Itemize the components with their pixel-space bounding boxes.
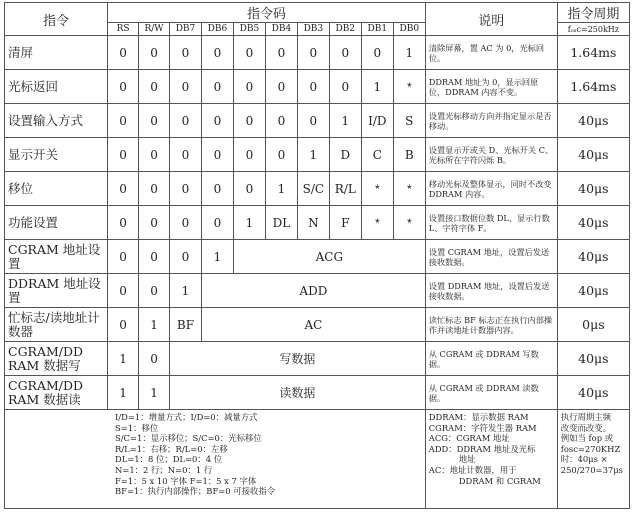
legend-line: F=1：5 x 10 字体 F=1：5 x 7 字体 bbox=[115, 475, 257, 486]
code-bit: 0 bbox=[233, 138, 265, 172]
code-bit: 0 bbox=[170, 36, 202, 70]
code-bit: 0 bbox=[108, 36, 139, 70]
code-bit: 1 bbox=[139, 376, 170, 410]
period-note-line: 执行周期主频 bbox=[560, 412, 612, 422]
instruction-period: 1.64ms bbox=[557, 70, 629, 104]
code-bit: 0 bbox=[297, 70, 329, 104]
header-description: 说明 bbox=[425, 3, 557, 36]
footer-row bbox=[5, 410, 630, 509]
period-note-line: 250/270=37μs bbox=[560, 464, 623, 475]
code-column-header: DB6 bbox=[201, 23, 233, 36]
code-bit: 0 bbox=[329, 36, 361, 70]
code-bit: * bbox=[393, 70, 425, 104]
code-bit: 1 bbox=[297, 138, 329, 172]
code-bit: 0 bbox=[201, 70, 233, 104]
instruction-name: CGRAM 地址设置 bbox=[5, 240, 108, 274]
code-bit: 0 bbox=[170, 138, 202, 172]
instruction-row bbox=[5, 36, 630, 70]
code-bit: 1 bbox=[108, 376, 139, 410]
abbreviation-line: ADD：DDRAM 地址及光标 bbox=[428, 443, 536, 454]
code-bit: BF bbox=[170, 308, 202, 342]
legend-line: DL=1：8 位；DL=0：4 位 bbox=[115, 454, 223, 465]
header-instruction: 指令 bbox=[5, 3, 108, 36]
legend-line: BF=1：执行内部操作；BF=0 可接收指令 bbox=[115, 486, 276, 497]
code-bit: * bbox=[361, 172, 393, 206]
code-bit: N bbox=[297, 206, 329, 240]
instruction-period: 0μs bbox=[557, 308, 629, 342]
code-bit: 0 bbox=[265, 70, 297, 104]
code-bit: 0 bbox=[329, 70, 361, 104]
instruction-name: DDRAM 地址设置 bbox=[5, 274, 108, 308]
code-bit: 0 bbox=[139, 104, 170, 138]
instruction-name: 忙标志/读地址计数器 bbox=[5, 308, 108, 342]
instruction-description: 从 CGRAM 或 DDRAM 读数据。 bbox=[425, 376, 557, 410]
code-bit: 0 bbox=[108, 240, 139, 274]
code-column-header: DB5 bbox=[233, 23, 265, 36]
code-bit: 0 bbox=[265, 138, 297, 172]
code-bit: * bbox=[393, 172, 425, 206]
code-bit: 0 bbox=[108, 274, 139, 308]
code-bit: 0 bbox=[201, 172, 233, 206]
instruction-row bbox=[5, 172, 630, 206]
footer-period-note bbox=[557, 410, 629, 509]
code-bit: 0 bbox=[170, 240, 202, 274]
code-bit: 0 bbox=[170, 206, 202, 240]
code-bit: 0 bbox=[297, 36, 329, 70]
code-bit: 0 bbox=[265, 36, 297, 70]
code-bit: DL bbox=[265, 206, 297, 240]
code-span: ADD bbox=[201, 274, 425, 308]
code-column-header: R/W bbox=[139, 23, 170, 36]
code-bit: 0 bbox=[233, 172, 265, 206]
code-bit: C bbox=[361, 138, 393, 172]
code-bit: 0 bbox=[170, 70, 202, 104]
instruction-description: DDRAM 地址为 0，显示回原位，DDRAM 内容不变。 bbox=[425, 70, 557, 104]
instruction-row bbox=[5, 240, 630, 274]
code-span: ACG bbox=[233, 240, 425, 274]
instruction-row bbox=[5, 70, 630, 104]
code-bit: 0 bbox=[201, 104, 233, 138]
instruction-name: 设置输入方式 bbox=[5, 104, 108, 138]
code-bit: 0 bbox=[201, 206, 233, 240]
code-bit: 0 bbox=[139, 274, 170, 308]
code-bit: 1 bbox=[108, 342, 139, 376]
legend-line: S=1：移位 bbox=[115, 422, 159, 433]
header-code: 指令码 bbox=[108, 3, 426, 23]
code-bit: F bbox=[329, 206, 361, 240]
code-span: 写数据 bbox=[170, 342, 426, 376]
instruction-description: 从 CGRAM 或 DDRAM 写数据。 bbox=[425, 342, 557, 376]
code-column-header: DB4 bbox=[265, 23, 297, 36]
code-bit: 1 bbox=[361, 70, 393, 104]
instruction-name: 显示开关 bbox=[5, 138, 108, 172]
instruction-row bbox=[5, 138, 630, 172]
code-bit: 0 bbox=[108, 70, 139, 104]
legend-line: I/D=1：增量方式；I/D=0：减量方式 bbox=[115, 412, 258, 422]
header-fosc: fₒₛc=250kHz bbox=[557, 23, 629, 36]
code-bit: S/C bbox=[297, 172, 329, 206]
code-bit: 1 bbox=[329, 104, 361, 138]
instruction-period: 40μs bbox=[557, 376, 629, 410]
code-column-header: RS bbox=[108, 23, 139, 36]
abbreviation-line: ACG：CGRAM 地址 bbox=[428, 433, 510, 444]
code-bit: * bbox=[361, 206, 393, 240]
instruction-period: 40μs bbox=[557, 172, 629, 206]
instruction-period: 40μs bbox=[557, 104, 629, 138]
code-bit: 0 bbox=[265, 104, 297, 138]
instruction-description: 读忙标志 BF 标志正在执行内部操作并读地址计数器内容。 bbox=[425, 308, 557, 342]
code-bit: 0 bbox=[108, 308, 139, 342]
code-bit: 0 bbox=[139, 172, 170, 206]
legend-line: N=1：2 行；N=0：1 行 bbox=[115, 464, 213, 475]
code-bit: R/L bbox=[329, 172, 361, 206]
code-bit: 0 bbox=[108, 138, 139, 172]
abbreviation-line: 地址 bbox=[458, 454, 476, 465]
code-bit: 0 bbox=[233, 104, 265, 138]
code-bit: 0 bbox=[201, 36, 233, 70]
code-bit: 0 bbox=[139, 206, 170, 240]
code-bit: 1 bbox=[233, 206, 265, 240]
code-bit: B bbox=[393, 138, 425, 172]
code-bit: 0 bbox=[108, 206, 139, 240]
footer-abbreviations bbox=[425, 410, 557, 509]
code-bit: 1 bbox=[139, 308, 170, 342]
code-bit: D bbox=[329, 138, 361, 172]
code-bit: 0 bbox=[233, 36, 265, 70]
code-span: AC bbox=[201, 308, 425, 342]
code-bit: 0 bbox=[170, 104, 202, 138]
instruction-row bbox=[5, 376, 630, 410]
footer-legend bbox=[5, 410, 426, 509]
code-bit: 0 bbox=[297, 104, 329, 138]
instruction-table bbox=[4, 2, 630, 509]
abbreviation-line: DDRAM：显示数据 RAM bbox=[428, 412, 529, 422]
code-bit: 1 bbox=[201, 240, 233, 274]
instruction-period: 1.64ms bbox=[557, 36, 629, 70]
instruction-description: 设置显示开或关 D、光标开关 C、光标所在字符闪烁 B。 bbox=[425, 138, 557, 172]
code-bit: * bbox=[393, 206, 425, 240]
code-span: 读数据 bbox=[170, 376, 426, 410]
code-bit: 0 bbox=[201, 138, 233, 172]
instruction-row bbox=[5, 104, 630, 138]
code-bit: S bbox=[393, 104, 425, 138]
instruction-description: 设置光标移动方向并指定显示是否移动。 bbox=[425, 104, 557, 138]
instruction-period: 40μs bbox=[557, 240, 629, 274]
code-bit: 1 bbox=[170, 274, 202, 308]
code-bit: 0 bbox=[139, 70, 170, 104]
legend-line: R/L=1：右移；R/L=0：左移 bbox=[115, 443, 228, 454]
code-bit: I/D bbox=[361, 104, 393, 138]
instruction-description: 设置接口数据位数 DL、显示行数 L、字符字体 F。 bbox=[425, 206, 557, 240]
instruction-row bbox=[5, 342, 630, 376]
instruction-period: 40μs bbox=[557, 138, 629, 172]
abbreviation-line: AC：地址计数器，用于 bbox=[428, 464, 517, 475]
code-bit: 0 bbox=[170, 172, 202, 206]
instruction-row bbox=[5, 308, 630, 342]
instruction-period: 40μs bbox=[557, 274, 629, 308]
instruction-description: 清除屏幕，置 AC 为 0，光标回位。 bbox=[425, 36, 557, 70]
code-column-header: DB3 bbox=[297, 23, 329, 36]
header-period: 指令周期 bbox=[557, 3, 629, 23]
code-bit: 0 bbox=[233, 70, 265, 104]
code-bit: 0 bbox=[108, 104, 139, 138]
period-note-line: 改变而改变。 bbox=[560, 422, 612, 433]
code-bit: 0 bbox=[108, 172, 139, 206]
code-bit: 1 bbox=[393, 36, 425, 70]
code-column-header: DB0 bbox=[393, 23, 425, 36]
code-bit: 0 bbox=[139, 240, 170, 274]
instruction-row bbox=[5, 206, 630, 240]
instruction-name: CGRAM/DD RAM 数据写 bbox=[5, 342, 108, 376]
abbreviation-line: DDRAM 和 CGRAM bbox=[458, 475, 541, 486]
code-column-header: DB7 bbox=[170, 23, 202, 36]
instruction-name: 移位 bbox=[5, 172, 108, 206]
period-note-line: fosc=270KHZ bbox=[560, 443, 621, 454]
instruction-name: 功能设置 bbox=[5, 206, 108, 240]
instruction-name: 光标返回 bbox=[5, 70, 108, 104]
code-bit: 0 bbox=[139, 138, 170, 172]
code-column-header: DB2 bbox=[329, 23, 361, 36]
code-bit: 0 bbox=[139, 36, 170, 70]
instruction-description: 移动光标及整体显示，同时不改变 DDRAM 内容。 bbox=[425, 172, 557, 206]
abbreviation-line: CGRAM：字符发生器 RAM bbox=[428, 422, 537, 433]
instruction-description: 设置 CGRAM 地址，设置后发送接收数据。 bbox=[425, 240, 557, 274]
period-note-line: 例如当 fop 或 bbox=[560, 433, 614, 444]
code-bit: 0 bbox=[361, 36, 393, 70]
instruction-row bbox=[5, 274, 630, 308]
legend-line: S/C=1：显示移位；S/C=0：光标移位 bbox=[115, 433, 262, 444]
instruction-name: CGRAM/DD RAM 数据读 bbox=[5, 376, 108, 410]
instruction-period: 40μs bbox=[557, 206, 629, 240]
code-bit: 1 bbox=[265, 172, 297, 206]
instruction-description: 设置 DDRAM 地址，设置后发送接收数据。 bbox=[425, 274, 557, 308]
instruction-period: 40μs bbox=[557, 342, 629, 376]
period-note-line: 时：40μs × bbox=[560, 454, 608, 465]
code-bit: 0 bbox=[139, 342, 170, 376]
code-column-header: DB1 bbox=[361, 23, 393, 36]
instruction-name: 清屏 bbox=[5, 36, 108, 70]
